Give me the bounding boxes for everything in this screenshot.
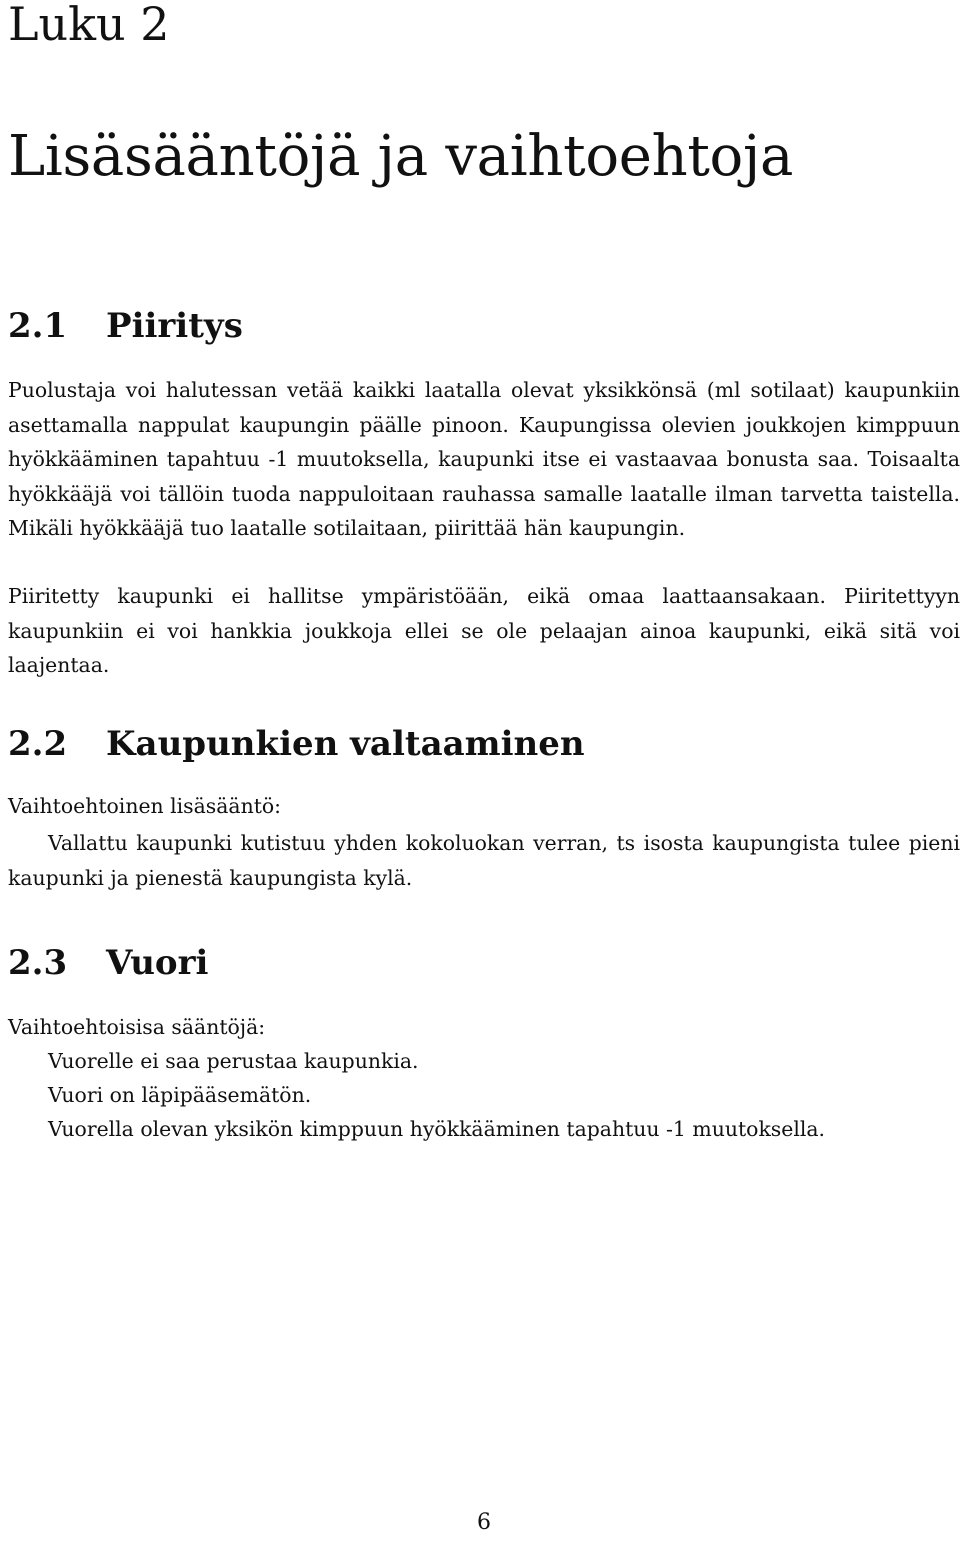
section-heading-piiritys bbox=[8, 304, 243, 348]
paragraph-piiritys-1: Puolustaja voi halutessan vetää kaikki laatalla olevat yksikkönsä (ml sotilaat) kaupunkiin asettamalla nappulat kaupungin päälle pinoon. Kaupungissa olevien joukkojen kimppuun hyökkääminen tapahtuu -1 muutoksella, kaupunki itse ei vastaavaa bonusta saa. Toisaalta hyökkääjä voi tällöin tuoda nappuloitaan rauhassa samalle laatalle ilman tarvetta taistella. Mikäli hyökkääjä tuo laatalle sotilaitaan, piirittää hän kaupungin. bbox=[8, 378, 960, 540]
chapter-label: Luku 2 bbox=[8, 0, 170, 51]
document-page bbox=[8, 0, 958, 1547]
section-title: Kaupunkien valtaaminen bbox=[106, 724, 585, 764]
section-heading-vuori bbox=[8, 941, 208, 985]
section-heading-kaupunkien-valtaaminen bbox=[8, 722, 585, 766]
alternative-rules-intro: Vaihtoehtoisisa sääntöjä: bbox=[8, 1015, 266, 1039]
chapter-title: Lisäsääntöjä ja vaihtoehtoja bbox=[8, 124, 794, 189]
rule-item: Vuori on läpipääsemätön. bbox=[48, 1083, 312, 1107]
alternative-rule-intro: Vaihtoehtoinen lisäsääntö: bbox=[8, 794, 282, 818]
paragraph-piiritys-2: Piiritetty kaupunki ei hallitse ympäristöään, eikä omaa laattaansakaan. Piiritettyyn kaupunkiin ei voi hankkia joukkoja ellei se ole pelaajan ainoa kaupunki, eikä sitä voi laajentaa. bbox=[8, 584, 960, 677]
section-number: 2.3 bbox=[8, 943, 68, 983]
paragraph-kaupunkien-valtaaminen: Vallattu kaupunki kutistuu yhden kokoluokan verran, ts isosta kaupungista tulee pieni kaupunki ja pienestä kaupungista kylä. bbox=[8, 831, 960, 890]
section-number: 2.1 bbox=[8, 306, 68, 346]
page-number: 6 bbox=[477, 1510, 491, 1535]
section-title: Vuori bbox=[106, 943, 209, 983]
rule-item: Vuorelle ei saa perustaa kaupunkia. bbox=[48, 1049, 419, 1073]
section-number: 2.2 bbox=[8, 724, 68, 764]
rule-item: Vuorella olevan yksikön kimppuun hyökkääminen tapahtuu -1 muutoksella. bbox=[48, 1117, 826, 1141]
section-title: Piiritys bbox=[106, 306, 243, 346]
